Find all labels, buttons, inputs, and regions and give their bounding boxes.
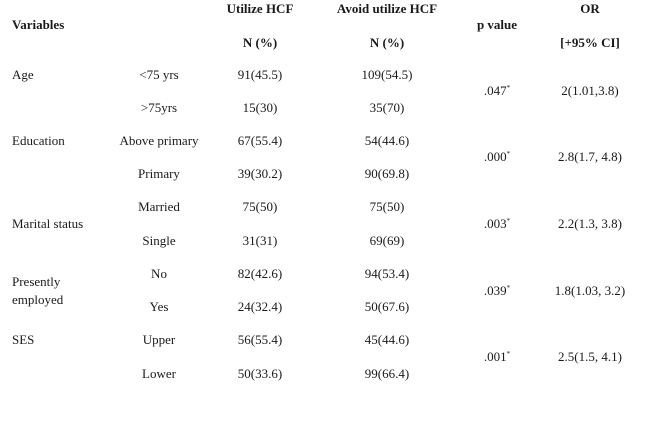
or-ci-ses: 2.5(1.5, 4.1) [558,349,622,364]
table-row-utilize: 75(50) [242,199,278,214]
variable-label-education: Education [12,133,65,148]
or-ci-marital: 2.2(1.3, 3.8) [558,216,622,231]
table-row-level: Yes [149,299,169,314]
header-ci: [+95% CI] [560,35,620,50]
or-ci-employed: 1.8(1.03, 3.2) [554,283,626,298]
table-row-avoid: 94(53.4) [364,266,410,281]
variable-label-marital: Marital status [12,216,84,231]
table-row-avoid: 45(44.6) [364,332,410,347]
table-row-level: Married [138,199,180,214]
header-avoid-n-pct: N (%) [369,35,405,50]
or-ci-education: 2.8(1.7, 4.8) [558,149,622,164]
header-or: OR [580,1,600,16]
header-utilize-n-pct: N (%) [242,35,278,50]
table-row-utilize: 56(55.4) [237,332,283,347]
p-value-age: .047* [483,83,511,98]
table-row-level: Lower [142,366,176,381]
table-row-utilize: 67(55.4) [237,133,283,148]
variable-label-ses: SES [12,332,35,347]
table-row-level: Upper [142,332,176,347]
table-row-avoid: 35(70) [369,100,405,115]
table-row-level: No [151,266,167,281]
table-row-utilize: 50(33.6) [237,366,283,381]
p-value-ses: .001* [483,349,511,364]
variable-label-age: Age [12,67,34,82]
header-avoid: Avoid utilize HCF [336,1,438,16]
variable-label-employed-line2: employed [12,292,64,307]
or-ci-age: 2(1.01,3.8) [561,83,619,98]
variable-label-employed-line1: Presently [12,274,61,289]
header-variables: Variables [12,17,65,32]
table-row-utilize: 15(30) [242,100,278,115]
header-p-value: p value [476,17,518,32]
p-value-education: .000* [483,149,511,164]
table-row-avoid: 75(50) [369,199,405,214]
table-row-avoid: 50(67.6) [364,299,410,314]
table-row-level: Above primary [119,133,199,148]
table-row-level: Primary [138,166,180,181]
table-row-avoid: 109(54.5) [361,67,413,82]
header-utilize: Utilize HCF [226,1,294,16]
table-row-avoid: 99(66.4) [364,366,410,381]
p-value-marital: .003* [483,216,511,231]
table-row-avoid: 90(69.8) [364,166,410,181]
table-row-utilize: 91(45.5) [237,67,283,82]
table-row-utilize: 31(31) [242,233,278,248]
table-row-level: <75 yrs [139,67,179,82]
table-row-level: >75yrs [140,100,178,115]
table-row-utilize: 82(42.6) [237,266,283,281]
table-row-avoid: 54(44.6) [364,133,410,148]
p-value-employed: .039* [483,283,511,298]
table-row-level: Single [142,233,176,248]
table-row-utilize: 39(30.2) [237,166,283,181]
table-row-avoid: 69(69) [369,233,405,248]
table-row-utilize: 24(32.4) [237,299,283,314]
